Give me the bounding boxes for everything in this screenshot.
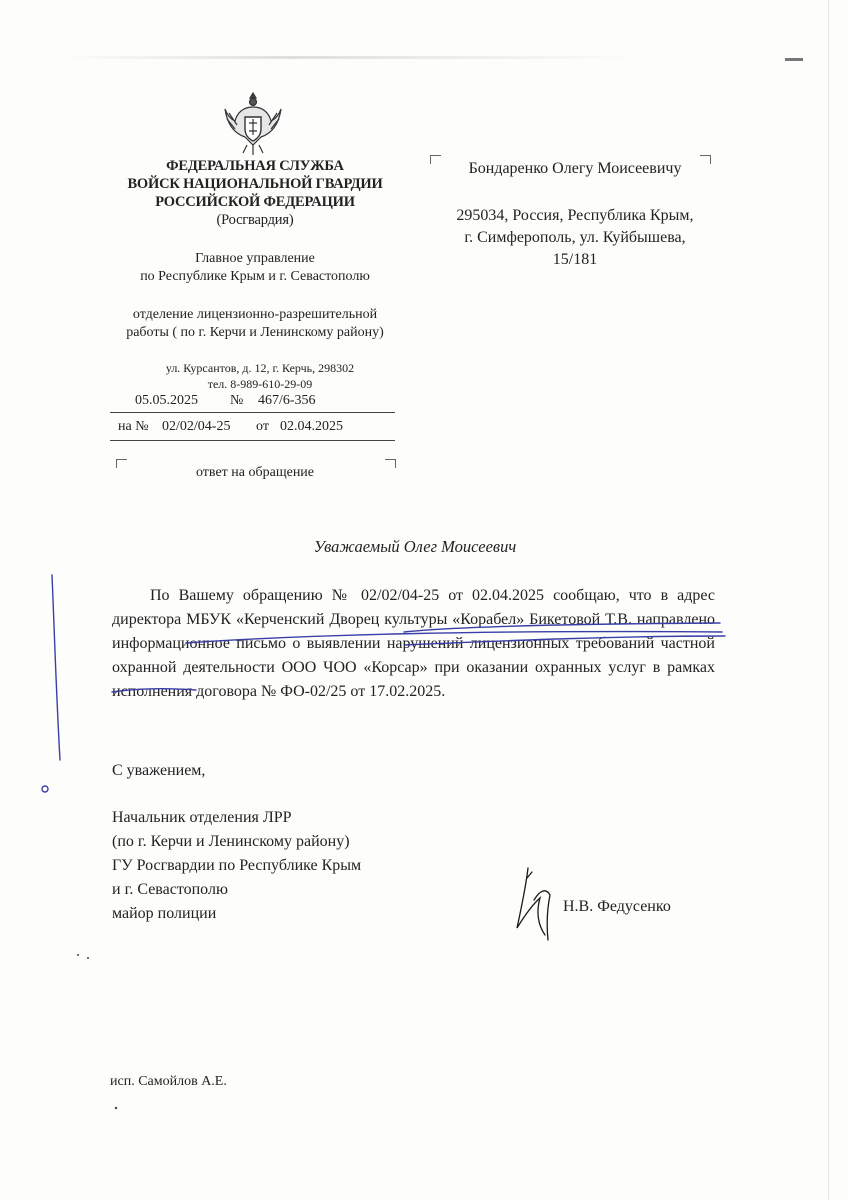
signatory-line: ГУ Росгвардии по Республике Крым [112,857,362,874]
organization-name [110,157,400,229]
org-address [110,360,410,392]
closing: С уважением, [112,762,206,779]
signatory-block [112,806,361,926]
unit-line: работы ( по г. Керчи и Ленинскому району) [126,325,384,340]
signatory-line: (по г. Керчи и Ленинскому району) [112,833,350,850]
reply-underline [110,440,395,441]
signatory-line: и г. Севастополю [112,881,228,898]
recipient-name: Бондаренко Олегу Моисеевичу [468,160,682,177]
letter-subject: ответ на обращение [195,465,315,480]
signatory-line: майор полиции [112,905,217,922]
in-reply-number: 02/02/04-25 [162,419,231,434]
address-line: ул. Курсантов, д. 12, г. Керчь, 298302 [165,361,355,375]
number-label: № [230,393,244,408]
signatory-name: Н.В. Федусенко [563,898,671,915]
unit-line: отделение лицензионно-разрешительной [132,307,378,322]
from-label: от [256,419,269,434]
executor-note: исп. Самойлов А.Е. [110,1074,227,1089]
org-name-line: РОССИЙСКОЙ ФЕДЕРАЦИИ [155,194,355,210]
margin-line [52,575,60,760]
unit-name [110,306,400,342]
recipient-address-line: 15/181 [552,251,598,268]
scan-streak [60,56,640,59]
outgoing-date: 05.05.2025 [135,393,198,408]
recipient-address [425,205,725,271]
registration-underline [110,412,395,413]
recipient-address-line: г. Симферополь, ул. Куйбышева, [464,229,686,246]
recipient-address-line: 295034, Россия, Республика Крым, [456,207,694,224]
pen-dot [42,786,48,792]
outgoing-number: 467/6-356 [258,393,316,408]
in-reply-label: на № [118,419,149,434]
department-line: по Республике Крым и г. Севастополю [140,269,370,284]
handwritten-signature [517,868,550,940]
letter-body: По Вашему обращению № 02/02/04-25 от 02.04.2025 сообщаю, что в адрес директора МБУК «Керченский Дворец культуры «Корабел» Бикетовой Т.В. направлено информационное письмо о выявлении нарушений лицензионных требований частной охранной деятельности ООО ЧОО «Корсар» при оказании охранных услуг в рамках исполнения договора № ФО-02/25 от 17.02.2025. [112,587,715,700]
signatory-line: Начальник отделения ЛРР [112,809,292,826]
scan-mark [785,58,803,61]
department-line: Главное управление [195,251,315,266]
rosgvardia-emblem-icon [223,89,283,157]
scan-edge-line [828,0,829,1200]
in-reply-date: 02.04.2025 [280,419,343,434]
org-short-name: (Росгвардия) [216,212,294,228]
org-name-line: ВОЙСК НАЦИОНАЛЬНОЙ ГВАРДИИ [127,176,383,192]
org-name-line: ФЕДЕРАЛЬНАЯ СЛУЖБА [166,158,344,174]
department-name [110,250,400,286]
salutation: Уважаемый Олег Моисеевич [313,537,517,556]
phone-line: тел. 8-989-610-29-09 [207,377,313,391]
